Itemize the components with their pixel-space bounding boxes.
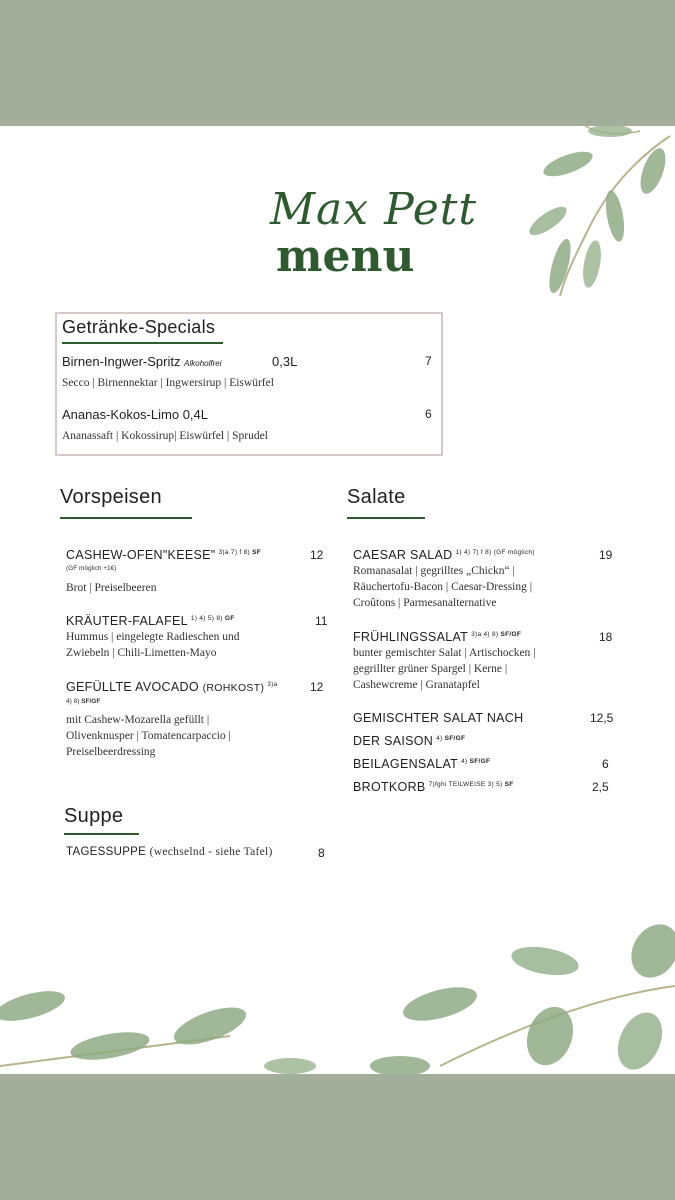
menu-item-allergens: 4) 8) SF/GF	[66, 698, 101, 705]
drink-volume: 0,3L	[272, 354, 298, 369]
drink-ingredients: Secco | Birnennektar | Ingwersirup | Eiswürfel	[62, 377, 274, 389]
menu-item-price: 12,5	[590, 711, 614, 725]
menu-item-description: mit Cashew-Mozarella gefüllt |	[66, 714, 210, 726]
menu-item-name: GEMISCHTER SALAT NACH	[353, 711, 524, 725]
drink-name: Ananas-Kokos-Limo 0,4L	[62, 407, 208, 422]
drink-name: Birnen-Ingwer-Spritz Alkoholfrei	[62, 354, 222, 369]
menu-item-description: Brot | Preiselbeeren	[66, 582, 157, 594]
drinks-box	[55, 312, 443, 456]
menu-item-description: Hummus | eingelegte Radieschen und	[66, 631, 240, 643]
menu-item-description: Räuchertofu-Bacon | Caesar-Dressing |	[353, 581, 533, 593]
menu-item-price: 18	[599, 630, 613, 644]
menu-item-name: FRÜHLINGSSALAT $^{3)a 4) 8) SF/GF}$	[353, 630, 522, 644]
menu-item-price: 12	[310, 548, 324, 562]
menu-item-description: bunter gemischter Salat | Artischocken |	[353, 647, 536, 659]
top-band	[0, 0, 675, 126]
menu-item-price: 19	[599, 548, 613, 562]
brand-script-name: Max Pett	[270, 184, 478, 235]
menu-item-name: TAGESSUPPE (wechselnd - siehe Tafel)	[66, 846, 273, 858]
section-underline	[64, 833, 139, 835]
menu-item-name: CASHEW-OFEN"KEESE" $^{3)a 7) f 8) SF}$	[66, 548, 261, 562]
menu-item-description: Croûtons | Parmesanalternative	[353, 597, 497, 609]
section-title-suppe: Suppe	[64, 805, 124, 827]
section-title-vorspeisen: Vorspeisen	[60, 486, 162, 508]
section-underline	[60, 517, 192, 519]
menu-item-price: 2,5	[592, 780, 609, 794]
menu-item-description: Romanasalat | gegrilltes „Chickn“ |	[353, 565, 515, 577]
menu-item-description: Zwiebeln | Chili-Limetten-Mayo	[66, 647, 217, 659]
section-underline	[347, 517, 425, 519]
menu-item-price: 6	[602, 757, 609, 771]
menu-item-price: 8	[318, 846, 325, 860]
menu-page	[0, 126, 675, 1074]
drink-ingredients: Ananassaft | Kokossirup| Eiswürfel | Sprudel	[62, 430, 268, 442]
menu-item-name: BEILAGENSALAT $^{4) SF/GF}$	[353, 757, 491, 771]
menu-item-description: Cashewcreme | Granatapfel	[353, 679, 480, 691]
drinks-underline	[62, 342, 223, 344]
section-title-salate: Salate	[347, 486, 406, 508]
menu-item-name: GEFÜLLTE AVOCADO (ROHKOST) $^{3)a}$	[66, 680, 278, 694]
menu-item-description: Preiselbeerdressing	[66, 746, 156, 758]
menu-item-price: 12	[310, 680, 324, 694]
menu-item-price: 11	[315, 614, 328, 628]
menu-item-name-cont: DER SAISON $^{4) SF/GF}$	[353, 734, 466, 748]
menu-item-description: gegrillter grüner Spargel | Kerne |	[353, 663, 508, 675]
drinks-title: Getränke-Specials	[62, 317, 216, 337]
menu-item-name: BROTKORB $^{7)fghi TEILWEISE 3) 5) SF}$	[353, 780, 514, 794]
menu-item-name: KRÄUTER-FALAFEL $^{1) 4) 5) 8) GF}$	[66, 614, 235, 628]
leaf-branch-top-right	[520, 126, 675, 301]
drink-price: 7	[425, 354, 432, 368]
menu-item-extra: (GF möglich +1€)	[66, 565, 117, 572]
menu-title: menu	[276, 231, 415, 282]
drink-price: 6	[425, 407, 432, 421]
bottom-band	[0, 1074, 675, 1200]
menu-item-name: CAESAR SALAD $^{1) 4) 7) f 8) (GF möglich)}$	[353, 548, 535, 562]
menu-item-description: Olivenknusper | Tomatencarpaccio |	[66, 730, 231, 742]
leaf-branch-bottom	[0, 916, 675, 1074]
